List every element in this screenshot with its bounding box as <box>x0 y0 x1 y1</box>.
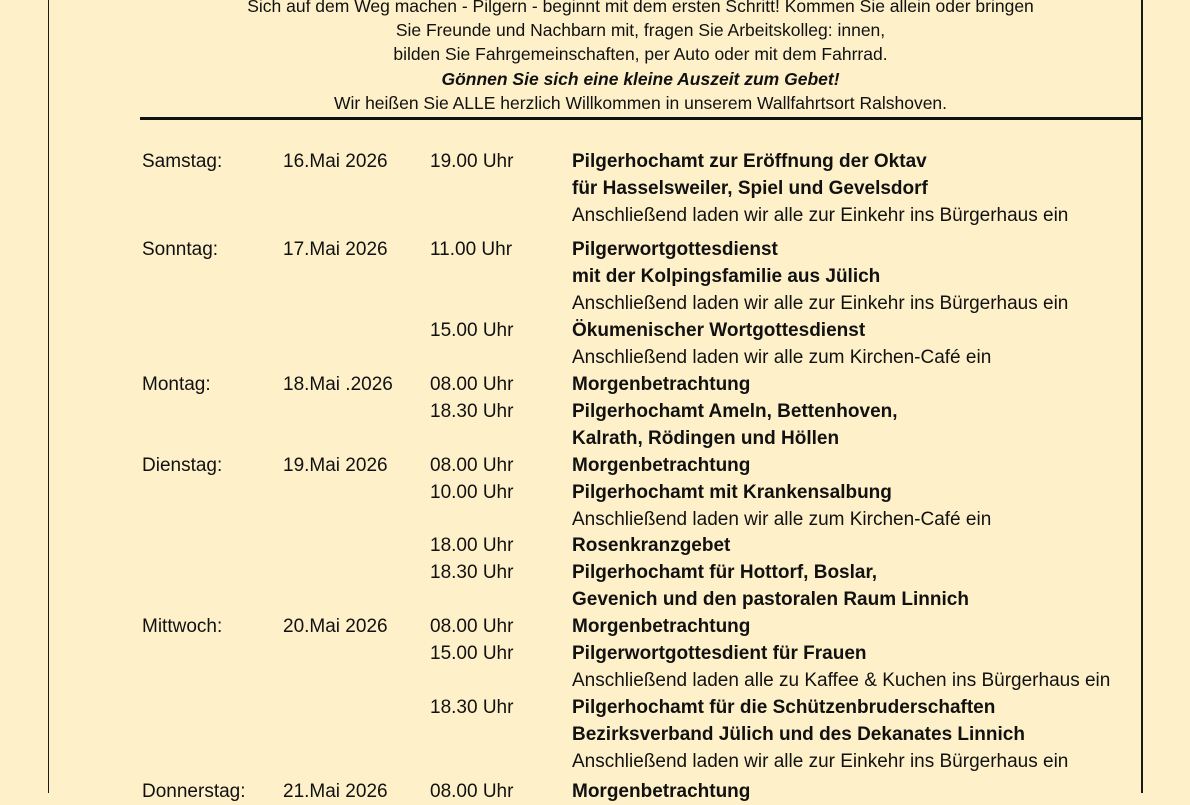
intro-line: Wir heißen Sie ALLE herzlich Willkommen in unserem Wallfahrtsort Ralshoven. <box>333 92 948 113</box>
schedule-row <box>0 667 1190 694</box>
event-description: Pilgerwortgottesdienst <box>572 239 778 260</box>
time-label: 15.00 Uhr <box>430 320 514 341</box>
event-description: Anschließend laden wir alle zum Kirchen-Café ein <box>572 509 992 530</box>
date-label: 21.Mai 2026 <box>283 781 388 802</box>
event-description: Morgenbetrachtung <box>572 781 751 802</box>
horizontal-divider <box>140 117 1143 120</box>
time-label: 10.00 Uhr <box>430 482 514 503</box>
time-label: 15.00 Uhr <box>430 643 514 664</box>
event-description: Gevenich und den pastoralen Raum Linnich <box>572 589 969 610</box>
time-label: 08.00 Uhr <box>430 781 514 802</box>
event-description: Anschließend laden wir alle zur Einkehr ins Bürgerhaus ein <box>572 205 1069 226</box>
event-description: Anschließend laden wir alle zur Einkehr ins Bürgerhaus ein <box>572 293 1069 314</box>
schedule-row <box>0 290 1190 317</box>
event-description: Bezirksverband Jülich und des Dekanates Linnich <box>572 724 1025 745</box>
date-label: 20.Mai 2026 <box>283 616 388 637</box>
date-label: 17.Mai 2026 <box>283 239 388 260</box>
day-label: Montag: <box>142 374 211 395</box>
event-description: Anschließend laden wir alle zum Kirchen-Café ein <box>572 347 992 368</box>
date-label: 16.Mai 2026 <box>283 151 388 172</box>
intro-line: Sie Freunde und Nachbarn mit, fragen Sie Arbeitskolleg: innen, <box>395 20 886 41</box>
schedule-row <box>0 613 1190 640</box>
event-description: Pilgerhochamt mit Krankensalbung <box>572 482 892 503</box>
event-description: Pilgerhochamt für Hottorf, Boslar, <box>572 562 878 583</box>
day-label: Donnerstag: <box>142 781 246 802</box>
schedule-row <box>0 479 1190 506</box>
schedule-row <box>0 425 1190 452</box>
day-label: Dienstag: <box>142 455 223 476</box>
schedule-row <box>0 694 1190 721</box>
schedule-row <box>0 263 1190 290</box>
day-label: Samstag: <box>142 151 223 172</box>
schedule-row <box>0 506 1190 533</box>
event-description: Pilgerhochamt für die Schützenbruderschaften <box>572 697 996 718</box>
event-description: Pilgerhochamt Ameln, Bettenhoven, <box>572 401 898 422</box>
schedule-row <box>0 748 1190 775</box>
event-description: Pilgerhochamt zur Eröffnung der Oktav <box>572 151 927 172</box>
event-description: Morgenbetrachtung <box>572 455 751 476</box>
event-description: Anschließend laden alle zu Kaffee & Kuchen ins Bürgerhaus ein <box>572 670 1111 691</box>
date-label: 19.Mai 2026 <box>283 455 388 476</box>
schedule-row <box>0 452 1190 479</box>
schedule-row <box>0 236 1190 263</box>
event-description: mit der Kolpingsfamilie aus Jülich <box>572 266 881 287</box>
event-description: Rosenkranzgebet <box>572 535 731 556</box>
time-label: 08.00 Uhr <box>430 455 514 476</box>
day-label: Sonntag: <box>142 239 219 260</box>
intro-line: bilden Sie Fahrgemeinschaften, per Auto oder mit dem Fahrrad. <box>393 44 888 65</box>
schedule-row <box>0 344 1190 371</box>
event-description: Kalrath, Rödingen und Höllen <box>572 428 840 449</box>
date-label: 18.Mai .2026 <box>283 374 393 395</box>
time-label: 19.00 Uhr <box>430 151 514 172</box>
event-description: Ökumenischer Wortgottesdienst <box>572 320 866 341</box>
event-description: Morgenbetrachtung <box>572 374 751 395</box>
intro-text <box>140 0 1141 115</box>
intro-line-emphasis: Gönnen Sie sich eine kleine Auszeit zum Gebet! <box>441 68 840 89</box>
schedule-row <box>0 586 1190 613</box>
time-label: 18.00 Uhr <box>430 535 514 556</box>
time-label: 11.00 Uhr <box>430 239 513 260</box>
intro-line: Sich auf dem Weg machen - Pilgern - beginnt mit dem ersten Schritt! Kommen Sie allein oder bringen <box>247 0 1034 16</box>
schedule-row <box>0 371 1190 398</box>
time-label: 08.00 Uhr <box>430 616 514 637</box>
event-description: Pilgerwortgottesdient für Frauen <box>572 643 867 664</box>
event-description: Morgenbetrachtung <box>572 616 751 637</box>
schedule-row <box>0 148 1190 175</box>
schedule-row <box>0 721 1190 748</box>
schedule-row <box>0 202 1190 229</box>
time-label: 18.30 Uhr <box>430 401 514 422</box>
schedule-row <box>0 398 1190 425</box>
schedule-row <box>0 532 1190 559</box>
schedule-row <box>0 317 1190 344</box>
time-label: 08.00 Uhr <box>430 374 514 395</box>
event-description: Anschließend laden wir alle zur Einkehr ins Bürgerhaus ein <box>572 751 1069 772</box>
schedule-row <box>0 175 1190 202</box>
day-label: Mittwoch: <box>142 616 223 637</box>
time-label: 18.30 Uhr <box>430 562 514 583</box>
schedule-row <box>0 778 1190 805</box>
schedule-row <box>0 559 1190 586</box>
time-label: 18.30 Uhr <box>430 697 514 718</box>
event-description: für Hasselsweiler, Spiel und Gevelsdorf <box>572 178 928 199</box>
schedule-row <box>0 640 1190 667</box>
